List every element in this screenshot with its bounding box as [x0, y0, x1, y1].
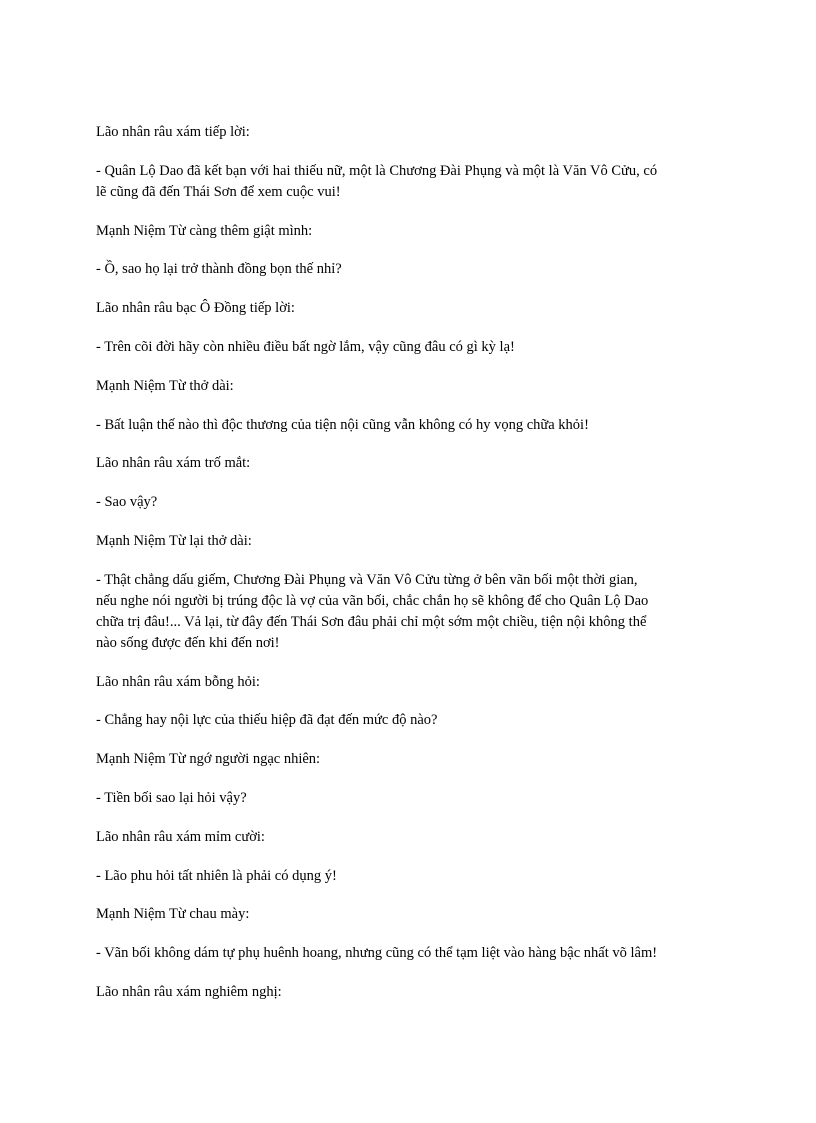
narration-paragraph: [96, 904, 724, 925]
narration-paragraph: [96, 531, 724, 552]
dialogue-paragraph: [96, 337, 724, 358]
dialogue-paragraph: [96, 943, 724, 964]
document-body: [96, 122, 724, 1021]
text-line: nào sống được đến khi đến nơi!: [96, 634, 280, 651]
text-line: Mạnh Niệm Từ lại thở dài:: [96, 532, 252, 549]
dialogue-paragraph: [96, 788, 724, 809]
dialogue-paragraph: [96, 570, 724, 654]
text-line: Lão nhân râu xám trố mắt:: [96, 455, 251, 472]
text-line: Mạnh Niệm Từ chau mày:: [96, 906, 250, 923]
text-line: nếu nghe nói người bị trúng độc là vợ của vãn bối, chắc chắn họ sẽ không để cho Quân Lộ Dao: [96, 592, 649, 609]
narration-paragraph: [96, 453, 724, 474]
text-line: - Bất luận thế nào thì độc thương của tiện nội cũng vẫn không có hy vọng chữa khỏi!: [96, 416, 589, 433]
narration-paragraph: [96, 376, 724, 397]
text-line: Lão nhân râu xám nghiêm nghị:: [96, 983, 282, 1000]
text-line: - Chẳng hay nội lực của thiếu hiệp đã đạt đến mức độ nào?: [96, 712, 438, 729]
text-line: Lão nhân râu xám bỗng hỏi:: [96, 673, 260, 690]
text-line: Mạnh Niệm Từ thở dài:: [96, 377, 234, 394]
text-line: chữa trị đâu!... Vả lại, từ đây đến Thái Sơn đâu phải chỉ một sớm một chiều, tiện nội không thể: [96, 613, 647, 630]
text-line: - Tiền bối sao lại hỏi vậy?: [96, 789, 247, 806]
text-line: - Quân Lộ Dao đã kết bạn với hai thiếu nữ, một là Chương Đài Phụng và một là Văn Vô Cửu, có: [96, 162, 658, 179]
narration-paragraph: [96, 749, 724, 770]
text-line: - Trên cõi đời hãy còn nhiều điều bất ngờ lắm, vậy cũng đâu có gì kỳ lạ!: [96, 338, 515, 355]
text-line: Mạnh Niệm Từ ngớ người ngạc nhiên:: [96, 751, 321, 768]
text-line: Lão nhân râu bạc Ô Đồng tiếp lời:: [96, 300, 295, 317]
narration-paragraph: [96, 221, 724, 242]
text-line: Mạnh Niệm Từ càng thêm giật mình:: [96, 222, 313, 239]
text-line: - Vãn bối không dám tự phụ huênh hoang, nhưng cũng có thể tạm liệt vào hàng bậc nhất võ lâm!: [96, 945, 658, 962]
text-line: Lão nhân râu xám mỉm cười:: [96, 828, 265, 845]
text-line: - Sao vậy?: [96, 494, 158, 511]
text-line: - Ồ, sao họ lại trở thành đồng bọn thế nhỉ?: [96, 261, 342, 278]
dialogue-paragraph: [96, 866, 724, 887]
text-line: lẽ cũng đã đến Thái Sơn để xem cuộc vui!: [96, 183, 341, 200]
dialogue-paragraph: [96, 492, 724, 513]
narration-paragraph: [96, 122, 724, 143]
narration-paragraph: [96, 827, 724, 848]
dialogue-paragraph: [96, 415, 724, 436]
dialogue-paragraph: [96, 259, 724, 280]
narration-paragraph: [96, 298, 724, 319]
text-line: - Thật chẳng dấu giếm, Chương Đài Phụng và Văn Vô Cửu từng ở bên vãn bối một thời gian,: [96, 571, 638, 588]
narration-paragraph: [96, 982, 724, 1003]
text-line: - Lão phu hỏi tất nhiên là phải có dụng ý!: [96, 867, 337, 884]
dialogue-paragraph: [96, 161, 724, 203]
text-line: Lão nhân râu xám tiếp lời:: [96, 124, 250, 140]
narration-paragraph: [96, 672, 724, 693]
dialogue-paragraph: [96, 710, 724, 731]
